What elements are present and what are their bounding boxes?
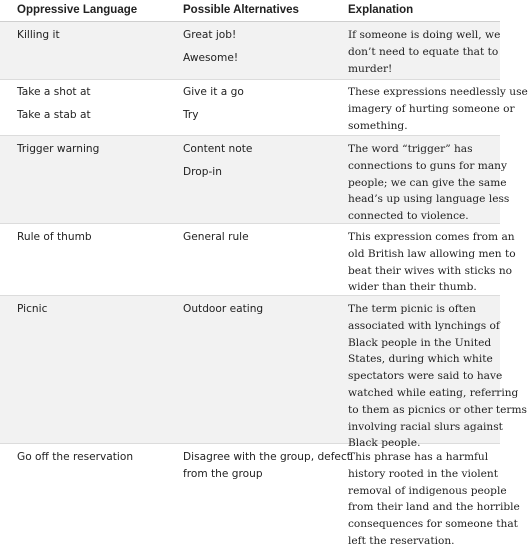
term-cell	[0, 22, 172, 44]
term-text: Go off the reservation	[17, 451, 134, 463]
explanation-line: States, during which white	[348, 353, 493, 366]
alternatives-cell	[172, 22, 335, 67]
header-oppressive-language: Oppressive Language	[17, 4, 138, 16]
explanation-line: left the reservation.	[348, 534, 455, 547]
explanation-line: murder!	[348, 62, 393, 75]
explanation-line: wider than their thumb.	[348, 281, 477, 294]
term-cell	[0, 444, 172, 466]
explanation-line: don’t need to equate that to	[348, 45, 499, 58]
explanation-line: to them as picnics or other terms	[348, 403, 527, 416]
alternatives-cell	[172, 444, 351, 483]
explanation-line: removal of indigenous people	[348, 484, 507, 497]
table-row	[0, 296, 527, 450]
explanation-line: This expression comes from an	[348, 231, 515, 243]
explanation-line: If someone is doing well, we	[348, 29, 501, 41]
explanation-line: watched while eating, referring	[348, 386, 519, 399]
explanation-line: head’s up using language less	[348, 193, 510, 206]
alternative-text: Try	[183, 108, 199, 121]
table-row	[0, 136, 510, 224]
table-header-row	[0, 0, 500, 22]
explanation-cell	[335, 224, 516, 296]
term-text: Killing it	[17, 29, 60, 41]
explanation-cell	[335, 80, 528, 134]
explanation-cell	[335, 22, 500, 77]
explanation-line: connected to violence.	[348, 210, 469, 223]
header-possible-alternatives: Possible Alternatives	[183, 4, 299, 16]
explanation-line: associated with lynchings of	[348, 319, 500, 332]
term-text: Rule of thumb	[17, 231, 92, 243]
alternative-text: Disagree with the group, defect	[183, 451, 351, 463]
table-row	[0, 444, 520, 547]
explanation-line: These expressions needlessly use	[348, 86, 528, 98]
alternative-text: Outdoor eating	[183, 303, 264, 315]
alternative-text: Awesome!	[183, 51, 239, 64]
header-explanation: Explanation	[348, 4, 414, 16]
explanation-line: history rooted in the violent	[348, 467, 498, 480]
term-cell	[0, 136, 172, 158]
explanation-line: something.	[348, 119, 408, 132]
alternative-text: General rule	[183, 231, 249, 243]
explanation-line: Black people in the United	[348, 336, 492, 349]
explanation-line: This phrase has a harmful	[348, 451, 489, 463]
term-text: Take a stab at	[17, 108, 91, 121]
explanation-line: people; we can give the same	[348, 176, 507, 189]
explanation-line: The word “trigger” has	[348, 143, 473, 155]
alternative-text: Content note	[183, 143, 253, 155]
alternatives-cell	[172, 296, 335, 318]
explanation-line: Black people.	[348, 437, 421, 450]
alternative-text: from the group	[183, 467, 263, 480]
table-row	[0, 22, 500, 80]
explanation-line: beat their wives with sticks no	[348, 264, 513, 277]
alternative-text: Give it a go	[183, 86, 244, 98]
explanation-line: from their land and the horrible	[348, 501, 520, 514]
alternatives-cell	[172, 136, 335, 181]
term-cell	[0, 296, 172, 318]
explanation-cell	[335, 296, 527, 452]
alternative-text: Great job!	[183, 29, 237, 41]
alternative-text: Drop-in	[183, 165, 222, 178]
alternatives-cell	[172, 80, 335, 124]
explanation-cell	[335, 136, 510, 225]
explanation-line: involving racial slurs against	[348, 420, 503, 433]
term-text: Take a shot at	[17, 86, 91, 98]
explanation-line: old British law allowing men to	[348, 247, 516, 260]
term-text: Picnic	[17, 303, 48, 315]
explanation-line: The term picnic is often	[348, 303, 476, 315]
term-cell	[0, 80, 172, 124]
explanation-line: imagery of hurting someone or	[348, 102, 515, 115]
table-row	[0, 224, 516, 296]
explanation-cell	[335, 444, 520, 550]
term-text: Trigger warning	[17, 143, 100, 155]
explanation-line: consequences for someone that	[348, 518, 518, 531]
explanation-line: spectators were said to have	[348, 370, 503, 383]
table-row	[0, 80, 528, 136]
alternatives-cell	[172, 224, 335, 246]
explanation-line: connections to guns for many	[348, 159, 507, 172]
term-cell	[0, 224, 172, 246]
